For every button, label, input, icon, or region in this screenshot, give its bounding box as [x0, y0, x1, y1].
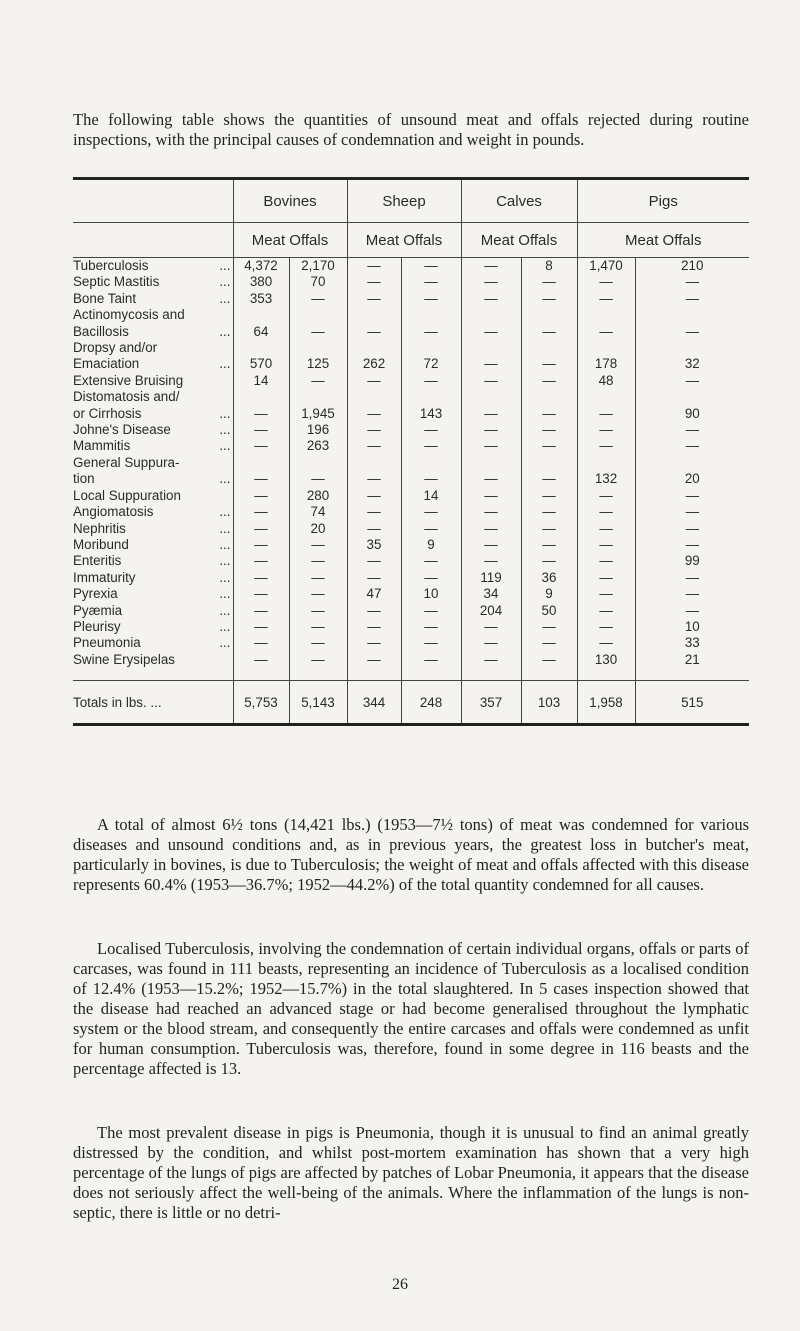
value-calves-offals: —	[521, 340, 577, 373]
cause-label-line2: or Cirrhosis	[73, 405, 142, 421]
condemned-meat-table	[73, 177, 749, 726]
group-sheep: Sheep	[347, 179, 461, 223]
value-sheep-offals: —	[401, 570, 461, 586]
value-pigs-offals: 32	[635, 340, 749, 373]
leader-dots: ...	[219, 536, 231, 552]
cause-cell	[73, 603, 233, 619]
value-pigs-offals: 99	[635, 553, 749, 569]
value-bovines-offals: —	[289, 307, 347, 340]
value-sheep-meat: —	[347, 603, 401, 619]
value-bovines-offals: —	[289, 586, 347, 602]
total-sheep-offals: 248	[401, 681, 461, 725]
leader-dots: ...	[219, 520, 231, 536]
cause-cell	[73, 635, 233, 651]
value-sheep-meat: —	[347, 258, 401, 275]
value-calves-meat: —	[461, 274, 521, 290]
value-bovines-meat: 570	[233, 340, 289, 373]
subheader-pigs: Meat Offals	[577, 223, 749, 258]
value-pigs-meat: 132	[577, 455, 635, 488]
spacer-cell	[635, 668, 749, 681]
subheader-row	[73, 223, 749, 258]
cause-label: Pleurisy	[73, 618, 121, 634]
cause-label-line1: Actinomycosis and	[73, 307, 185, 323]
value-calves-meat: —	[461, 438, 521, 454]
value-calves-meat: —	[461, 488, 521, 504]
value-calves-meat: —	[461, 504, 521, 520]
value-sheep-meat: 262	[347, 340, 401, 373]
value-pigs-offals: 20	[635, 455, 749, 488]
value-bovines-offals: —	[289, 553, 347, 569]
value-calves-offals: —	[521, 274, 577, 290]
table-row	[73, 570, 749, 586]
cause-label: Pyæmia	[73, 602, 123, 618]
value-bovines-offals: 2,170	[289, 258, 347, 275]
leader-dots: ...	[219, 635, 231, 651]
value-calves-meat: —	[461, 258, 521, 275]
table-row	[73, 553, 749, 569]
value-bovines-offals: 263	[289, 438, 347, 454]
value-calves-offals: —	[521, 652, 577, 668]
value-calves-meat: —	[461, 537, 521, 553]
group-pigs: Pigs	[577, 179, 749, 223]
value-sheep-meat: —	[347, 488, 401, 504]
value-pigs-offals: —	[635, 504, 749, 520]
value-sheep-meat: —	[347, 438, 401, 454]
subheader-bovines: Meat Offals	[233, 223, 347, 258]
value-bovines-offals: 196	[289, 422, 347, 438]
cause-label: Pneumonia	[73, 635, 141, 651]
value-calves-offals: 50	[521, 603, 577, 619]
cause-cell	[73, 455, 233, 488]
value-calves-meat: —	[461, 291, 521, 307]
value-pigs-meat: —	[577, 586, 635, 602]
group-header-row	[73, 179, 749, 223]
cause-cell	[73, 258, 233, 275]
spacer-cell	[401, 668, 461, 681]
value-sheep-offals: 10	[401, 586, 461, 602]
value-pigs-offals: 90	[635, 389, 749, 422]
total-pigs-offals: 515	[635, 681, 749, 725]
value-calves-offals: —	[521, 635, 577, 651]
value-calves-meat: —	[461, 422, 521, 438]
cause-label-line2: tion	[73, 471, 95, 487]
value-pigs-offals: —	[635, 373, 749, 389]
cause-label: Pyrexia	[73, 586, 118, 602]
value-pigs-meat: —	[577, 553, 635, 569]
value-bovines-meat: —	[233, 488, 289, 504]
value-calves-offals: —	[521, 307, 577, 340]
value-bovines-offals: —	[289, 603, 347, 619]
cause-label-line1: Dropsy and/or	[73, 340, 158, 356]
leader-dots: ...	[219, 471, 231, 487]
table-row	[73, 586, 749, 602]
leader-dots: ...	[219, 323, 231, 339]
value-sheep-offals: —	[401, 307, 461, 340]
table-row	[73, 488, 749, 504]
cause-cell	[73, 274, 233, 290]
value-calves-offals: —	[521, 619, 577, 635]
value-calves-offals: —	[521, 553, 577, 569]
value-pigs-meat: —	[577, 504, 635, 520]
table-row	[73, 504, 749, 520]
table-row	[73, 455, 749, 488]
value-sheep-offals: —	[401, 652, 461, 668]
value-sheep-offals: —	[401, 373, 461, 389]
value-calves-offals: —	[521, 373, 577, 389]
value-bovines-meat: —	[233, 619, 289, 635]
spacer-row	[73, 668, 749, 681]
value-sheep-meat: —	[347, 291, 401, 307]
value-bovines-offals: 280	[289, 488, 347, 504]
paragraph-total: A total of almost 6½ tons (14,421 lbs.) (1953—7½ tons) of meat was condemned for various diseases and unsound conditions and, as in previous years, the greatest loss in butcher's meat, particularly in bovines, is due to Tuberculosis; the weight of meat and offals affected with this disease represents 60.4% (1953—36.7%; 1952—44.2%) of the total quantity condemned for all causes.	[73, 815, 749, 894]
value-bovines-offals: —	[289, 652, 347, 668]
value-pigs-offals: —	[635, 488, 749, 504]
value-calves-meat: —	[461, 652, 521, 668]
leader-dots: ...	[219, 405, 231, 421]
value-pigs-offals: —	[635, 438, 749, 454]
table-row	[73, 307, 749, 340]
cause-label: Angiomatosis	[73, 504, 154, 520]
cause-cell	[73, 389, 233, 422]
value-calves-meat: —	[461, 521, 521, 537]
value-sheep-offals: 14	[401, 488, 461, 504]
table-row	[73, 274, 749, 290]
value-sheep-offals: —	[401, 603, 461, 619]
leader-dots: ...	[219, 356, 231, 372]
cause-label: Nephritis	[73, 520, 126, 536]
value-pigs-offals: —	[635, 537, 749, 553]
value-sheep-meat: —	[347, 619, 401, 635]
value-calves-offals: —	[521, 521, 577, 537]
value-pigs-meat: —	[577, 307, 635, 340]
value-pigs-offals: 210	[635, 258, 749, 275]
value-bovines-offals: 70	[289, 274, 347, 290]
value-sheep-meat: 47	[347, 586, 401, 602]
value-sheep-offals: —	[401, 635, 461, 651]
leader-dots: ...	[219, 553, 231, 569]
subheader-calves: Meat Offals	[461, 223, 577, 258]
leader-dots: ...	[219, 618, 231, 634]
cause-label: Swine Erysipelas	[73, 651, 175, 667]
value-bovines-meat: —	[233, 586, 289, 602]
value-calves-offals: 36	[521, 570, 577, 586]
spacer-cell	[347, 668, 401, 681]
value-calves-offals: —	[521, 389, 577, 422]
value-pigs-meat: —	[577, 537, 635, 553]
value-bovines-meat: —	[233, 504, 289, 520]
cause-cell	[73, 652, 233, 668]
value-sheep-meat: —	[347, 570, 401, 586]
value-sheep-meat: —	[347, 422, 401, 438]
cause-cell	[73, 291, 233, 307]
table-row	[73, 258, 749, 275]
group-bovines: Bovines	[233, 179, 347, 223]
value-calves-offals: —	[521, 455, 577, 488]
table-row	[73, 537, 749, 553]
value-calves-meat: 204	[461, 603, 521, 619]
value-sheep-offals: —	[401, 504, 461, 520]
cause-label: Septic Mastitis	[73, 274, 160, 290]
value-calves-meat: —	[461, 340, 521, 373]
cause-label: Extensive Bruising	[73, 372, 184, 388]
cause-label: Moribund	[73, 536, 129, 552]
value-pigs-offals: —	[635, 422, 749, 438]
value-bovines-offals: —	[289, 455, 347, 488]
value-calves-offals: 8	[521, 258, 577, 275]
value-sheep-meat: —	[347, 373, 401, 389]
value-pigs-meat: —	[577, 635, 635, 651]
value-sheep-meat: —	[347, 307, 401, 340]
cause-cell	[73, 570, 233, 586]
value-bovines-offals: —	[289, 537, 347, 553]
value-pigs-offals: —	[635, 274, 749, 290]
value-calves-meat: —	[461, 373, 521, 389]
total-bovines-offals: 5,143	[289, 681, 347, 725]
table-body	[73, 258, 749, 681]
table-row	[73, 635, 749, 651]
value-bovines-offals: —	[289, 570, 347, 586]
value-pigs-meat: —	[577, 570, 635, 586]
value-calves-offals: —	[521, 438, 577, 454]
table-row	[73, 438, 749, 454]
value-calves-offals: 9	[521, 586, 577, 602]
value-pigs-meat: —	[577, 603, 635, 619]
value-calves-meat: —	[461, 389, 521, 422]
value-sheep-offals: —	[401, 258, 461, 275]
cause-label-line1: General Suppura-	[73, 454, 180, 470]
value-bovines-meat: 353	[233, 291, 289, 307]
value-calves-meat: 34	[461, 586, 521, 602]
value-sheep-meat: —	[347, 389, 401, 422]
cause-label-line1: Distomatosis and/	[73, 389, 180, 405]
value-bovines-meat: —	[233, 635, 289, 651]
value-pigs-meat: —	[577, 422, 635, 438]
value-calves-meat: —	[461, 455, 521, 488]
value-bovines-meat: —	[233, 537, 289, 553]
spacer-cell	[577, 668, 635, 681]
cause-cell	[73, 504, 233, 520]
value-pigs-meat: —	[577, 488, 635, 504]
value-sheep-meat: —	[347, 504, 401, 520]
value-bovines-meat: —	[233, 389, 289, 422]
total-pigs-meat: 1,958	[577, 681, 635, 725]
cause-cell	[73, 307, 233, 340]
value-bovines-meat: —	[233, 570, 289, 586]
value-bovines-meat: —	[233, 422, 289, 438]
totals-label: Totals in lbs. ...	[73, 681, 233, 725]
total-calves-meat: 357	[461, 681, 521, 725]
table-row	[73, 373, 749, 389]
cause-cell	[73, 553, 233, 569]
value-pigs-meat: —	[577, 521, 635, 537]
table-row	[73, 652, 749, 668]
intro-paragraph: The following table shows the quantities of unsound meat and offals rejected during routine inspections, with the principal causes of condemnation and weight in pounds.	[73, 110, 749, 149]
value-calves-offals: —	[521, 291, 577, 307]
value-bovines-offals: —	[289, 373, 347, 389]
value-sheep-offals: —	[401, 438, 461, 454]
value-sheep-meat: —	[347, 652, 401, 668]
cause-cell	[73, 586, 233, 602]
value-bovines-meat: 4,372	[233, 258, 289, 275]
value-bovines-meat: —	[233, 455, 289, 488]
value-bovines-meat: 380	[233, 274, 289, 290]
value-sheep-meat: —	[347, 635, 401, 651]
cause-cell	[73, 438, 233, 454]
value-pigs-meat: —	[577, 438, 635, 454]
table-row	[73, 340, 749, 373]
cause-label: Bone Taint	[73, 290, 137, 306]
cause-label-line2: Emaciation	[73, 356, 140, 372]
value-bovines-meat: —	[233, 438, 289, 454]
value-pigs-meat: —	[577, 291, 635, 307]
table-row	[73, 603, 749, 619]
spacer-cell	[73, 668, 233, 681]
value-bovines-offals: 125	[289, 340, 347, 373]
cause-label-line2: Bacillosis	[73, 323, 129, 339]
value-pigs-offals: —	[635, 307, 749, 340]
value-calves-offals: —	[521, 537, 577, 553]
value-calves-meat: —	[461, 553, 521, 569]
value-sheep-offals: 143	[401, 389, 461, 422]
table-row	[73, 291, 749, 307]
leader-dots: ...	[219, 586, 231, 602]
leader-dots: ...	[219, 504, 231, 520]
spacer-cell	[461, 668, 521, 681]
value-sheep-offals: —	[401, 274, 461, 290]
value-pigs-offals: —	[635, 291, 749, 307]
value-sheep-offals: 9	[401, 537, 461, 553]
cause-label: Johne's Disease	[73, 422, 171, 438]
leader-dots: ...	[219, 258, 231, 273]
value-pigs-offals: 21	[635, 652, 749, 668]
value-bovines-offals: —	[289, 635, 347, 651]
value-calves-offals: —	[521, 488, 577, 504]
value-bovines-offals: —	[289, 291, 347, 307]
value-calves-meat: —	[461, 619, 521, 635]
spacer-cell	[233, 668, 289, 681]
value-bovines-offals: 74	[289, 504, 347, 520]
spacer-cell	[289, 668, 347, 681]
value-sheep-offals: —	[401, 422, 461, 438]
value-pigs-meat: —	[577, 389, 635, 422]
table-row	[73, 521, 749, 537]
totals-row	[73, 681, 749, 725]
value-bovines-meat: —	[233, 553, 289, 569]
table-row	[73, 619, 749, 635]
cause-label: Enteritis	[73, 553, 122, 569]
value-calves-meat: —	[461, 307, 521, 340]
value-pigs-meat: 1,470	[577, 258, 635, 275]
cause-cell	[73, 521, 233, 537]
value-pigs-meat: 178	[577, 340, 635, 373]
value-calves-offals: —	[521, 504, 577, 520]
value-sheep-offals: 72	[401, 340, 461, 373]
value-bovines-meat: 14	[233, 373, 289, 389]
cause-label: Mammitis	[73, 438, 131, 454]
subheader-sheep: Meat Offals	[347, 223, 461, 258]
spacer-cell	[521, 668, 577, 681]
value-calves-offals: —	[521, 422, 577, 438]
value-bovines-offals: 20	[289, 521, 347, 537]
leader-dots: ...	[219, 274, 231, 290]
value-bovines-offals: 1,945	[289, 389, 347, 422]
value-sheep-meat: 35	[347, 537, 401, 553]
value-pigs-meat: —	[577, 619, 635, 635]
group-calves: Calves	[461, 179, 577, 223]
cause-cell	[73, 373, 233, 389]
value-sheep-offals: —	[401, 455, 461, 488]
cause-cell	[73, 488, 233, 504]
paragraph-pig-pneumonia: The most prevalent disease in pigs is Pneumonia, though it is unusual to find an animal greatly distressed by the condition, and whilst post-mortem examination has shown that a very high percentage of the lungs of pigs are affected by patches of Lobar Pneumonia, it appears that the disease does not seriously affect the well-being of the animals. Where the inflammation of the lungs is non-septic, there is little or no detri-	[73, 1123, 749, 1222]
table-row	[73, 422, 749, 438]
cause-cell	[73, 422, 233, 438]
value-sheep-meat: —	[347, 553, 401, 569]
total-sheep-meat: 344	[347, 681, 401, 725]
value-pigs-meat: —	[577, 274, 635, 290]
leader-dots: ...	[219, 422, 231, 438]
value-pigs-offals: —	[635, 586, 749, 602]
leader-dots: ...	[219, 438, 231, 454]
cause-label: Tuberculosis	[73, 258, 149, 273]
cause-cell	[73, 340, 233, 373]
cause-cell	[73, 537, 233, 553]
table-row	[73, 389, 749, 422]
value-calves-meat: 119	[461, 570, 521, 586]
leader-dots: ...	[219, 602, 231, 618]
value-bovines-offals: —	[289, 619, 347, 635]
cause-label: Local Suppuration	[73, 487, 181, 503]
value-pigs-meat: 130	[577, 652, 635, 668]
value-sheep-meat: —	[347, 521, 401, 537]
total-calves-offals: 103	[521, 681, 577, 725]
leader-dots: ...	[219, 290, 231, 306]
leader-dots: ...	[219, 569, 231, 585]
value-sheep-offals: —	[401, 291, 461, 307]
value-sheep-offals: —	[401, 619, 461, 635]
cause-label: Immaturity	[73, 569, 136, 585]
value-sheep-meat: —	[347, 455, 401, 488]
page-number: 26	[392, 1276, 408, 1293]
value-pigs-offals: —	[635, 603, 749, 619]
paragraph-localised-tb: Localised Tuberculosis, involving the condemnation of certain individual organs, offals or parts of carcases, was found in 111 beasts, representing an incidence of Tuberculosis as a localised condition of 12.4% (1953—15.2%; 1952—15.7%) in the total slaughtered. In 5 cases inspection showed that the disease had reached an advanced stage or had become generalised throughout the lymphatic system or the blood stream, and consequently the entire carcases and offals were condemned as unfit for human consumption. Tuberculosis was, therefore, found in some degree in 116 beasts and the percentage affected is 13.	[73, 939, 749, 1078]
value-bovines-meat: —	[233, 603, 289, 619]
total-bovines-meat: 5,753	[233, 681, 289, 725]
value-bovines-meat: —	[233, 652, 289, 668]
value-bovines-meat: 64	[233, 307, 289, 340]
value-pigs-meat: 48	[577, 373, 635, 389]
value-bovines-meat: —	[233, 521, 289, 537]
value-pigs-offals: 10	[635, 619, 749, 635]
value-pigs-offals: —	[635, 570, 749, 586]
value-sheep-meat: —	[347, 274, 401, 290]
cause-cell	[73, 619, 233, 635]
value-sheep-offals: —	[401, 553, 461, 569]
value-pigs-offals: 33	[635, 635, 749, 651]
value-pigs-offals: —	[635, 521, 749, 537]
value-calves-meat: —	[461, 635, 521, 651]
value-sheep-offals: —	[401, 521, 461, 537]
